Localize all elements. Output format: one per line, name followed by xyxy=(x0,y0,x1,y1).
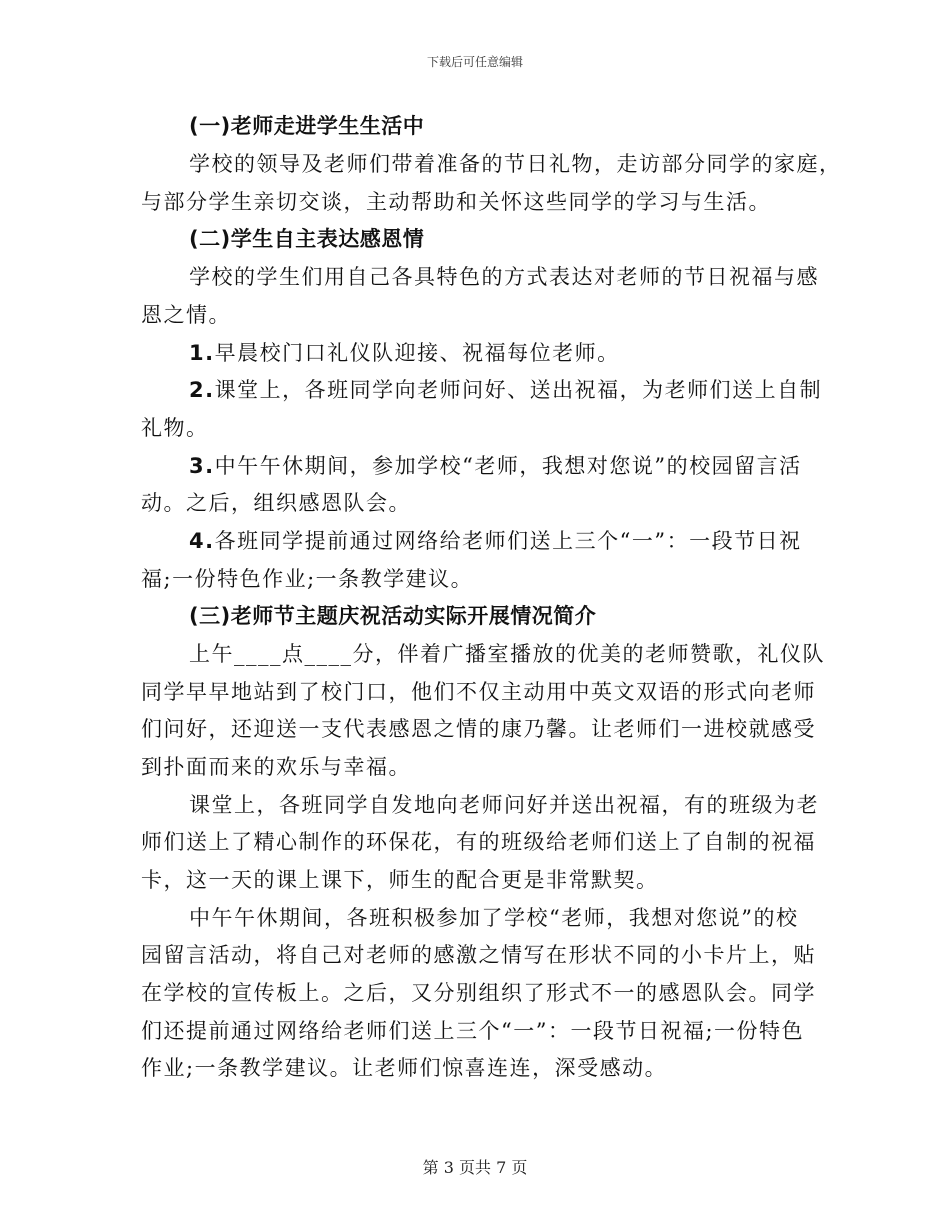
paragraph-line: 与部分学生亲切交谈，主动帮助和关怀这些同学的学习与生活。 xyxy=(141,190,771,214)
paragraph-line: 同学早早地站到了校门口，他们不仅主动用中英文双语的形式向老师 xyxy=(141,680,816,704)
paragraph-line: 到扑面而来的欢乐与幸福。 xyxy=(141,755,411,779)
list-item-number: 3. xyxy=(189,454,215,478)
paragraph-line: 学校的领导及老师们带着准备的节日礼物，走访部分同学的家庭， xyxy=(189,152,842,176)
list-item-continuation: 动。之后，组织感恩队会。 xyxy=(141,491,411,515)
list-item-number: 2. xyxy=(189,378,215,402)
paragraph-line: 上午____点____分，伴着广播室播放的优美的老师赞歌，礼仪队 xyxy=(189,642,825,666)
paragraph-line: 课堂上，各班同学自发地向老师问好并送出祝福，有的班级为老 xyxy=(189,793,819,817)
list-item-text: 课堂上，各班同学向老师问好、送出祝福，为老师们送上自制 xyxy=(214,378,823,402)
list-item-text: 早晨校门口礼仪队迎接、祝福每位老师。 xyxy=(214,341,620,365)
list-item-continuation: 礼物。 xyxy=(141,416,209,440)
page-number: 第 3 页共 7 页 xyxy=(422,1158,528,1177)
paragraph-line: 学校的学生们用自己各具特色的方式表达对老师的节日祝福与感 xyxy=(189,265,819,289)
list-item-continuation: 福;一份特色作业;一条教学建议。 xyxy=(141,567,474,591)
section-heading-2: (二)学生自主表达感恩情 xyxy=(189,227,425,251)
paragraph-line: 中午午休期间，各班积极参加了学校“老师，我想对您说”的校 xyxy=(189,906,799,930)
paragraph-line: 作业;一条教学建议。让老师们惊喜连连，深受感动。 xyxy=(141,1056,668,1080)
paragraph-line: 师们送上了精心制作的环保花，有的班级给老师们送上了自制的祝福 xyxy=(141,830,816,854)
list-item-number: 1. xyxy=(189,341,215,365)
list-item xyxy=(189,335,620,371)
list-item xyxy=(189,448,802,484)
paragraph-line: 园留言活动，将自己对老师的感激之情写在形状不同的小卡片上，贴 xyxy=(141,943,816,967)
section-heading-3: (三)老师节主题庆祝活动实际开展情况简介 xyxy=(189,604,597,628)
list-item xyxy=(189,523,802,559)
paragraph-line: 们问好，还迎送一支代表感恩之情的康乃馨。让老师们一进校就感受 xyxy=(141,717,816,741)
list-item-number: 4. xyxy=(189,529,215,553)
list-item-text: 各班同学提前通过网络给老师们送上三个“一”：一段节日祝 xyxy=(214,529,802,553)
paragraph-line: 在学校的宣传板上。之后，又分别组织了形式不一的感恩队会。同学 xyxy=(141,981,816,1005)
page-header-note: 下载后可任意编辑 xyxy=(426,55,523,69)
paragraph-line: 恩之情。 xyxy=(141,303,231,327)
list-item xyxy=(189,372,822,408)
section-heading-1: (一)老师走进学生生活中 xyxy=(189,114,425,138)
list-item-text: 中午午休期间，参加学校“老师，我想对您说”的校园留言活 xyxy=(214,454,802,478)
paragraph-line: 们还提前通过网络给老师们送上三个“一”：一段节日祝福;一份特色 xyxy=(141,1019,805,1043)
paragraph-line: 卡，这一天的课上课下，师生的配合更是非常默契。 xyxy=(141,868,659,892)
